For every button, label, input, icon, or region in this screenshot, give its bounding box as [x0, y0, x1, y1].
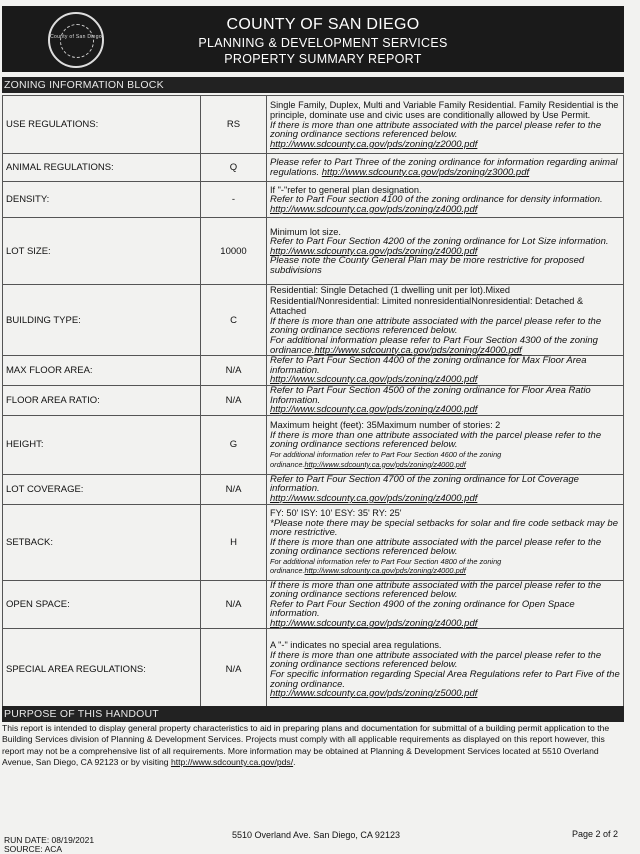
footer-run-info	[4, 836, 94, 854]
row-label: BUILDING TYPE:	[3, 285, 201, 356]
description-note: *Please note there may be special setbacks for solar and fire code setback may be more restrictive.	[270, 517, 618, 539]
description-note: If there is more than one attribute associated with the parcel please refer to the zoning ordinance sections referenced below.	[270, 536, 602, 558]
row-value: Q	[201, 154, 267, 182]
row-label: LOT SIZE:	[3, 218, 201, 285]
report-header	[2, 6, 624, 72]
row-description	[267, 504, 624, 580]
purpose-heading: PURPOSE OF THIS HANDOUT	[2, 706, 624, 722]
description-note: If there is more than one attribute associated with the parcel please refer to the zoning ordinance sections referenced below.	[270, 119, 602, 141]
table-row	[3, 580, 624, 629]
table-row	[3, 154, 624, 182]
row-value: H	[201, 504, 267, 580]
description-note: Please refer to Part Three of the zoning ordinance for information regarding animal regulations.	[270, 156, 618, 178]
description-note: Refer to Part Four Section 4500 of the zoning ordinance for Floor Area Ratio Information.	[270, 384, 591, 406]
table-row	[3, 504, 624, 580]
row-value: N/A	[201, 356, 267, 386]
row-value: N/A	[201, 474, 267, 504]
row-label: DENSITY:	[3, 182, 201, 218]
ordinance-link[interactable]: http://www.sdcounty.ca.gov/pds/zoning/z4000.pdf	[304, 459, 466, 469]
row-value: RS	[201, 96, 267, 154]
row-label: ANIMAL REGULATIONS:	[3, 154, 201, 182]
row-value: 10000	[201, 218, 267, 285]
row-label: OPEN SPACE:	[3, 580, 201, 629]
row-description	[267, 415, 624, 474]
table-row	[3, 218, 624, 285]
row-description	[267, 474, 624, 504]
ordinance-link[interactable]: http://www.sdcounty.ca.gov/pds/zoning/z5000.pdf	[270, 688, 478, 700]
seal-text: County of San Diego	[50, 34, 102, 40]
county-title: COUNTY OF SAN DIEGO	[226, 16, 420, 33]
ordinance-link[interactable]: http://www.sdcounty.ca.gov/pds/zoning/z4000.pdf	[270, 404, 478, 416]
row-label: USE REGULATIONS:	[3, 96, 201, 154]
description-note: Refer to Part Four Section 4400 of the zoning ordinance for Max Floor Area information.	[270, 355, 587, 376]
row-label: MAX FLOOR AREA:	[3, 356, 201, 386]
row-value: N/A	[201, 580, 267, 629]
purpose-text	[2, 723, 622, 769]
description-note: For specific information regarding Special Area Regulations refer to Part Five of the zoning ordinance.	[270, 668, 620, 690]
table-row	[3, 474, 624, 504]
ordinance-link[interactable]: http://www.sdcounty.ca.gov/pds/zoning/z4000.pdf	[314, 344, 522, 356]
ordinance-link[interactable]: http://www.sdcounty.ca.gov/pds/zoning/z4000.pdf	[270, 374, 478, 386]
zoning-block-heading: ZONING INFORMATION BLOCK	[2, 77, 624, 93]
purpose-body: This report is intended to display general property characteristics to aid in preparing plans and documentation for submittal of a building permit application to the Building Services division of Planning & Development Services. Projects must comply with all applicable requirements as displayed on this report however, this report may not be a comprehensive list of all requirements. More information may be obtained at Planning & Development Services located at 5510 Overland Avenue, San Diego, CA 92123 or by visiting	[2, 723, 610, 768]
description-note: If there is more than one attribute associated with the parcel please refer to the zoning ordinance sections referenced below.	[270, 579, 602, 601]
description-note: If there is more than one attribute associated with the parcel please refer to the zoning ordinance sections referenced below.	[270, 429, 602, 451]
description-main: FY: 50' ISY: 10' ESY: 35' RY: 25'	[270, 507, 402, 518]
description-note	[270, 557, 620, 576]
row-description	[267, 385, 624, 415]
row-description	[267, 96, 624, 154]
ordinance-link[interactable]: http://www.sdcounty.ca.gov/pds/zoning/z3000.pdf	[321, 166, 530, 178]
row-value: N/A	[201, 385, 267, 415]
row-label: SPECIAL AREA REGULATIONS:	[3, 629, 201, 710]
report-title: PROPERTY SUMMARY REPORT	[224, 52, 422, 66]
description-note	[270, 336, 620, 355]
row-description	[267, 629, 624, 710]
purpose-end: .	[293, 757, 296, 768]
row-description	[267, 285, 624, 356]
description-note: Please note the County General Plan may be more restrictive for proposed subdivisions	[270, 255, 585, 276]
description-note: If there is more than one attribute associated with the parcel please refer to the zoning ordinance sections referenced below.	[270, 649, 602, 671]
description-note: Refer to Part Four Section 4900 of the zoning ordinance for Open Space information.	[270, 598, 575, 620]
ordinance-link[interactable]: http://www.sdcounty.ca.gov/pds/zoning/z4000.pdf	[270, 203, 478, 215]
row-description	[267, 154, 624, 182]
row-description	[267, 218, 624, 285]
run-date: RUN DATE: 08/19/2021	[4, 835, 95, 845]
description-note: Refer to Part Four Section 4200 of the zoning ordinance for Lot Size information.	[270, 236, 609, 248]
description-note-text: For additional information refer to Part Four Section 4600 of the zoning ordinance.	[270, 450, 502, 469]
table-row	[3, 385, 624, 415]
ordinance-link[interactable]: http://www.sdcounty.ca.gov/pds/zoning/z4000.pdf	[270, 245, 478, 257]
description-note-text: For additional information please refer to Part Four Section 4300 of the zoning ordinance.	[270, 334, 598, 356]
row-value: -	[201, 182, 267, 218]
footer-address: 5510 Overland Ave. San Diego, CA 92123	[232, 830, 400, 840]
description-note: If there is more than one attribute associated with the parcel please refer to the zoning ordinance sections referenced below.	[270, 315, 602, 337]
row-value: N/A	[201, 629, 267, 710]
row-label: SETBACK:	[3, 504, 201, 580]
row-label: HEIGHT:	[3, 415, 201, 474]
source: SOURCE: ACA	[4, 844, 63, 854]
zoning-table	[2, 95, 624, 710]
description-main: Single Family, Duplex, Multi and Variable Family Residential. Family Residential is the principle, dominate use and civic uses are conditionally allowed by Use Permit.	[270, 99, 619, 121]
table-row	[3, 629, 624, 710]
row-description	[267, 356, 624, 386]
row-label: FLOOR AREA RATIO:	[3, 385, 201, 415]
pds-website-link[interactable]: http://www.sdcounty.ca.gov/pds/	[170, 757, 294, 768]
row-value: C	[201, 285, 267, 356]
table-row	[3, 285, 624, 356]
description-main: A "-" indicates no special area regulations.	[270, 640, 442, 651]
description-main: Residential: Single Detached (1 dwelling unit per lot).Mixed Residential/Nonresidential: Limited nonresidentialNonresidential: Detached & Attached	[270, 285, 584, 317]
description-note	[270, 450, 620, 469]
table-row	[3, 182, 624, 218]
description-note-text: For additional information refer to Part Four Section 4800 of the zoning ordinance.	[270, 556, 502, 576]
row-value: G	[201, 415, 267, 474]
row-description	[267, 182, 624, 218]
ordinance-link[interactable]: http://www.sdcounty.ca.gov/pds/zoning/z4000.pdf	[304, 566, 466, 576]
ordinance-link[interactable]: http://www.sdcounty.ca.gov/pds/zoning/z4000.pdf	[270, 617, 478, 629]
description-note: Refer to Part Four Section 4700 of the zoning ordinance for Lot Coverage information.	[270, 473, 579, 495]
department-title: PLANNING & DEVELOPMENT SERVICES	[198, 36, 448, 50]
table-row	[3, 356, 624, 386]
description-main: If "-"refer to general plan designation.	[270, 184, 422, 195]
row-label: LOT COVERAGE:	[3, 474, 201, 504]
table-row	[3, 415, 624, 474]
ordinance-link[interactable]: http://www.sdcounty.ca.gov/pds/zoning/z4000.pdf	[270, 492, 478, 504]
description-main: Minimum lot size.	[270, 226, 341, 237]
ordinance-link[interactable]: http://www.sdcounty.ca.gov/pds/zoning/z2000.pdf	[270, 138, 478, 150]
description-note: Refer to Part Four section 4100 of the zoning ordinance for density information.	[270, 194, 603, 206]
table-row	[3, 96, 624, 154]
page-number: Page 2 of 2	[572, 829, 619, 839]
description-main: Maximum height (feet): 35Maximum number of stories: 2	[270, 420, 501, 431]
row-description	[267, 580, 624, 629]
